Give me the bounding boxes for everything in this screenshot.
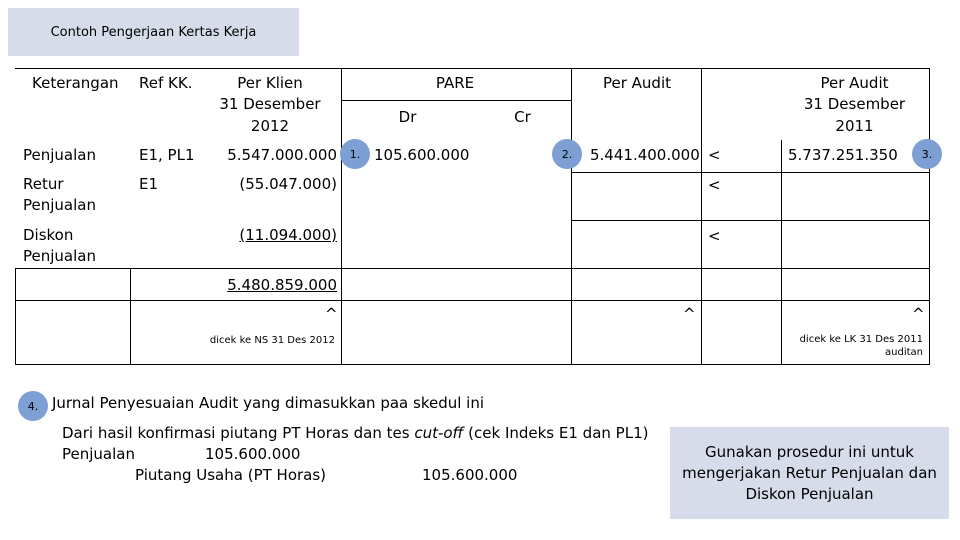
total-klien: 5.480.859.000 — [227, 276, 337, 294]
note-line-1: Gunakan prosedur ini untuk — [705, 442, 914, 461]
row-penjualan-klien: 5.547.000.000 — [227, 146, 337, 164]
row-retur-label-1: Retur — [23, 175, 64, 193]
total-note-prev-2: auditan — [885, 347, 923, 358]
marker-1: 1. — [340, 139, 370, 169]
jurnal-heading: Jurnal Penyesuaian Audit yang dimasukkan paa skedul ini — [52, 394, 485, 412]
jurnal-credit-account: Piutang Usaha (PT Horas) — [135, 466, 327, 484]
pare-header-divider — [341, 100, 571, 101]
header-ref: Ref KK. — [139, 74, 193, 92]
jurnal-description-cutoff: cut-off — [414, 424, 464, 442]
total-caret-klien: ^ — [325, 305, 338, 323]
note-line-2: mengerjakan Retur Penjualan dan — [682, 463, 937, 482]
header-dr: Dr — [398, 108, 417, 126]
row-sep-2 — [571, 220, 930, 221]
header-per-audit: Per Audit — [602, 74, 671, 92]
note-line-3: Diskon Penjualan — [745, 484, 874, 503]
row-retur-tick: < — [708, 176, 721, 194]
col-sep-audit — [701, 68, 702, 365]
total-caret-audit: ^ — [683, 305, 696, 323]
row-penjualan-audit: 5.441.400.000 — [590, 146, 700, 164]
row-sep-4 — [15, 300, 930, 301]
row-penjualan-prev: 5.737.251.350 — [788, 146, 898, 164]
working-paper-table — [15, 68, 930, 365]
jurnal-description-a: Dari hasil konfirmasi piutang PT Horas dan tes — [62, 424, 415, 442]
header-pare: PARE — [435, 74, 475, 92]
total-note-prev-1: dicek ke LK 31 Des 2011 — [799, 334, 923, 345]
table-border-top — [15, 68, 930, 69]
table-border-right — [929, 68, 930, 365]
col-sep-pare — [571, 68, 572, 365]
row-penjualan-ref: E1, PL1 — [139, 146, 195, 164]
marker-2: 2. — [552, 139, 582, 169]
table-border-left — [15, 268, 16, 365]
header-per-audit-prev-year: 2011 — [835, 117, 874, 135]
jurnal-credit-amount: 105.600.000 — [422, 466, 518, 484]
row-penjualan-label: Penjualan — [23, 146, 96, 164]
table-border-bottom — [15, 364, 930, 365]
jurnal-description-c: (cek Indeks E1 dan PL1) — [463, 424, 649, 442]
jurnal-description — [62, 423, 648, 444]
col-sep-prev — [781, 140, 782, 365]
row-sep-3 — [15, 268, 930, 269]
header-per-audit-prev-date: 31 Desember — [803, 95, 906, 113]
header-per-klien: Per Klien — [237, 74, 303, 92]
marker-4: 4. — [18, 391, 48, 421]
total-caret-prev: ^ — [912, 305, 925, 323]
header-per-klien-date: 31 Desember — [219, 95, 321, 113]
page-title: Contoh Pengerjaan Kertas Kerja — [8, 8, 299, 56]
row-penjualan-dr: 105.600.000 — [374, 146, 470, 164]
header-cr: Cr — [514, 108, 531, 126]
header-per-klien-year: 2012 — [250, 117, 290, 135]
row-penjualan-tick: < — [708, 146, 721, 164]
instruction-note — [670, 427, 949, 519]
header-per-audit-prev: Per Audit — [820, 74, 889, 92]
row-diskon-label-1: Diskon — [23, 226, 74, 244]
row-diskon-tick: < — [708, 227, 721, 245]
row-diskon-label-2: Penjualan — [23, 247, 96, 265]
row-retur-label-2: Penjualan — [23, 196, 96, 214]
header-keterangan: Keterangan — [32, 74, 119, 92]
row-diskon-klien: (11.094.000) — [239, 226, 337, 244]
jurnal-debit-account: Penjualan — [62, 445, 135, 463]
col-sep-ref — [130, 268, 131, 365]
row-retur-klien: (55.047.000) — [239, 175, 337, 193]
marker-3: 3. — [912, 139, 942, 169]
jurnal-debit-amount: 105.600.000 — [205, 445, 301, 463]
row-sep-1 — [571, 172, 930, 173]
row-retur-ref: E1 — [139, 175, 159, 193]
total-note-klien: dicek ke NS 31 Des 2012 — [209, 335, 335, 346]
col-sep-klien — [341, 68, 342, 365]
